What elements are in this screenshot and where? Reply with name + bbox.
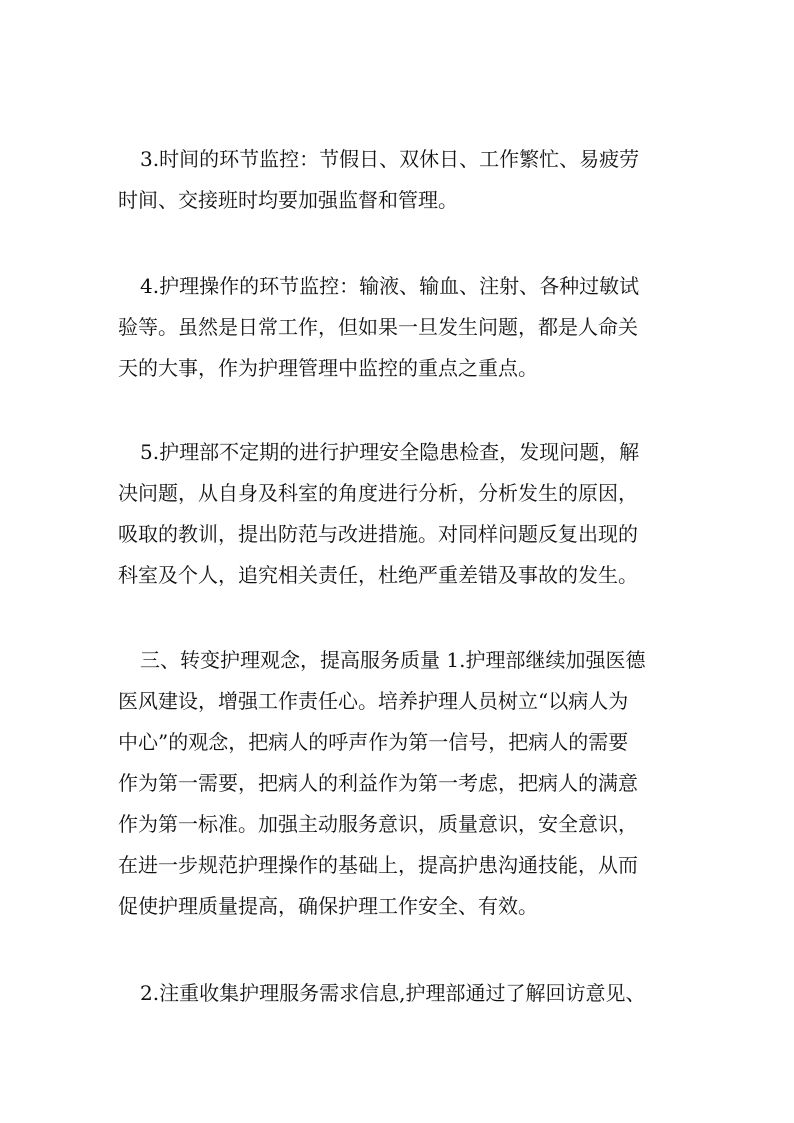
text-line: 科室及个人，追究相关责任，杜绝严重差错及事故的发生。 (118, 563, 638, 587)
text-line: 医风建设，增强工作责任心。培养护理人员树立“以病人为 (118, 689, 629, 713)
text-line: 中心”的观念，把病人的呼声作为第一信号，把病人的需要 (118, 730, 629, 754)
text-line: 三、转变护理观念，提高服务质量 1.护理部继续加强医德 (140, 648, 646, 672)
text-line: 2.注重收集护理服务需求信息,护理部通过了解回访意见、 (140, 981, 646, 1005)
text-line: 4.护理操作的环节监控：输液、输血、注射、各种过敏试 (140, 274, 640, 298)
text-line: 5.护理部不定期的进行护理安全隐患检查，发现问题，解 (140, 440, 640, 464)
text-line: 决问题，从自身及科室的角度进行分析，分析发生的原因， (118, 481, 638, 505)
text-line: 在进一步规范护理操作的基础上，提高护患沟通技能，从而 (118, 853, 638, 877)
text-line: 吸取的教训，提出防范与改进措施。对同样问题反复出现的 (118, 522, 638, 546)
text-line: 验等。虽然是日常工作，但如果一旦发生问题，都是人命关 (118, 315, 638, 339)
text-line: 时间、交接班时均要加强监督和管理。 (118, 188, 458, 212)
text-line: 促使护理质量提高，确保护理工作安全、有效。 (118, 894, 538, 918)
text-line: 作为第一标准。加强主动服务意识，质量意识，安全意识， (118, 812, 638, 836)
text-line: 3.时间的环节监控：节假日、双休日、工作繁忙、易疲劳 (140, 147, 640, 171)
text-line: 天的大事，作为护理管理中监控的重点之重点。 (118, 356, 538, 380)
text-line: 作为第一需要，把病人的利益作为第一考虑，把病人的满意 (118, 771, 638, 795)
